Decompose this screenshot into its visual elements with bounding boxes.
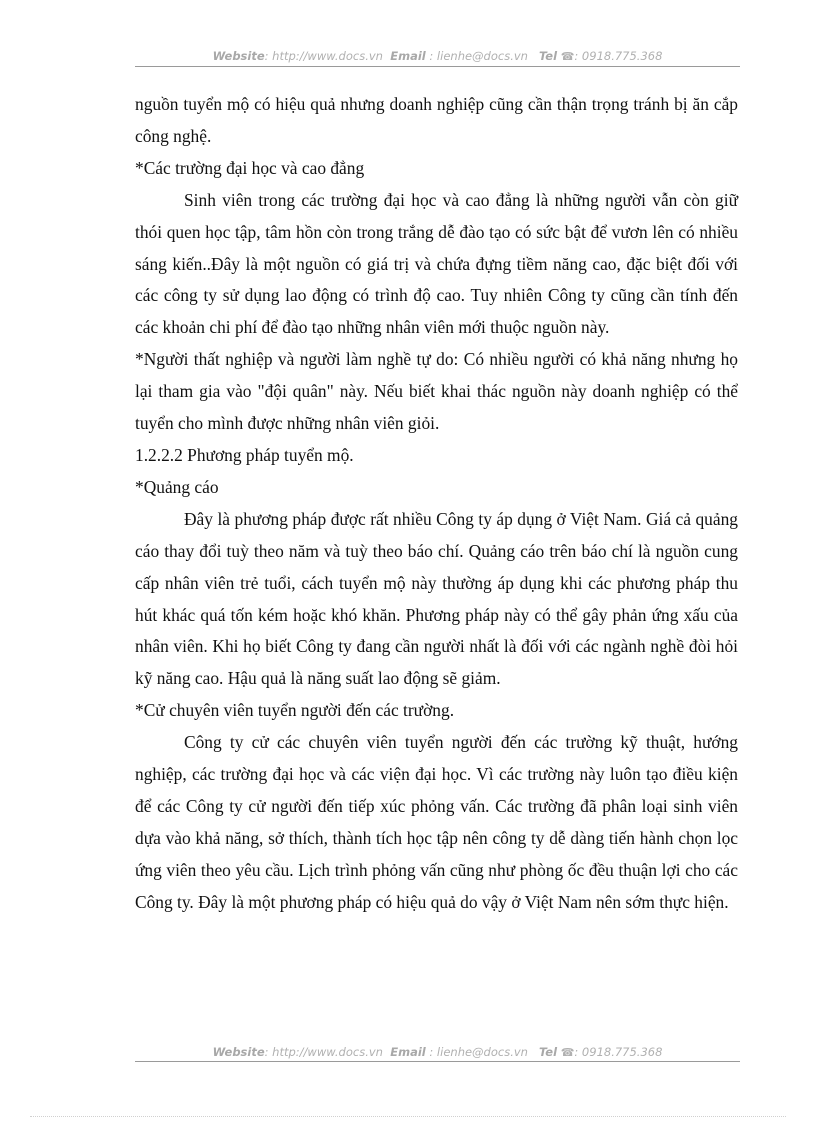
header-divider (135, 66, 740, 67)
paragraph-students: Sinh viên trong các trường đại học và cao đẳng là những người vẫn còn giữ thói quen học tập, tâm hồn còn trong trắng dễ đào tạo có sức bật để vươn lên có nhiều sáng kiến..Đây là một nguồn có giá trị và chứa đựng tiềm năng cao, đặc biệt đối với các công ty sử dụng lao động có trình độ cao. Tuy nhiên Công ty cũng cần tính đến các khoản chi phí để đào tạo những nhân viên mới thuộc nguồn này. (135, 189, 738, 338)
page-bottom-dotted-border (30, 1116, 786, 1117)
document-body (135, 89, 738, 919)
footer-tel-label: Tel (538, 1045, 558, 1059)
paragraph-advertising: Đây là phương pháp được rất nhiều Công ty áp dụng ở Việt Nam. Giá cả quảng cáo thay đổi tuỳ theo năm và tuỳ theo báo chí. Quảng cáo trên báo chí là nguồn cung cấp nhân viên trẻ tuổi, cách tuyển mộ này thường áp dụng khi các phương pháp thu hút khác quá tốn kém hoặc khó khăn. Phương pháp này có thể gây phản ứng xấu của nhân viên. Khi họ biết Công ty đang cần người nhất là đối với các ngành nghề đòi hỏi kỹ năng cao. Hậu quả là năng suất lao động sẽ giảm. (135, 508, 738, 689)
header-website-link[interactable]: : http://www.docs.vn (264, 49, 383, 63)
page-header (135, 49, 740, 64)
heading-universities: *Các trường đại học và cao đẳng (135, 157, 365, 178)
header-email-label: Email (390, 49, 426, 63)
header-website-label: Website (212, 49, 265, 63)
footer-website-link[interactable]: : http://www.docs.vn (264, 1045, 383, 1059)
heading-advertising: *Quảng cáo (135, 476, 219, 497)
footer-email-link[interactable]: : lienhe@docs.vn (429, 1045, 528, 1059)
footer-tel-value: : 0918.775.368 (574, 1045, 663, 1059)
phone-icon: ☎ (560, 1046, 575, 1059)
footer-website-label: Website (212, 1045, 265, 1059)
paragraph-unemployed: *Người thất nghiệp và người làm nghề tự do: Có nhiều người có khả năng nhưng họ lại tham gia vào "đội quân" này. Nếu biết khai thác nguồn này doanh nghiệp có thể tuyển cho mình được những nhân viên giỏi. (135, 349, 738, 434)
phone-icon: ☎ (560, 50, 575, 63)
footer-divider (135, 1061, 740, 1062)
page-footer (135, 1045, 740, 1060)
header-tel-label: Tel (538, 49, 558, 63)
header-tel-value: : 0918.775.368 (574, 49, 663, 63)
header-email-link[interactable]: : lienhe@docs.vn (429, 49, 528, 63)
paragraph-continuation: nguồn tuyển mộ có hiệu quả nhưng doanh nghiệp cũng cần thận trọng tránh bị ăn cắp công nghệ. (135, 94, 738, 146)
section-heading-methods: 1.2.2.2 Phương pháp tuyển mộ. (135, 444, 354, 465)
footer-email-label: Email (390, 1045, 426, 1059)
heading-send-specialists: *Cử chuyên viên tuyển người đến các trường. (135, 700, 455, 721)
paragraph-send-specialists: Công ty cử các chuyên viên tuyển người đến các trường kỹ thuật, hướng nghiệp, các trường đại học và các viện đại học. Vì các trường này luôn tạo điều kiện để các Công ty cử người đến tiếp xúc phỏng vấn. Các trường đã phân loại sinh viên dựa vào khả năng, sở thích, thành tích học tập nên công ty dễ dàng tiến hành chọn lọc ứng viên theo yêu cầu. Lịch trình phỏng vấn cũng như phòng ốc đều thuận lợi cho các Công ty. Đây là một phương pháp có hiệu quả do vậy ở Việt Nam nên sớm thực hiện. (135, 732, 738, 912)
